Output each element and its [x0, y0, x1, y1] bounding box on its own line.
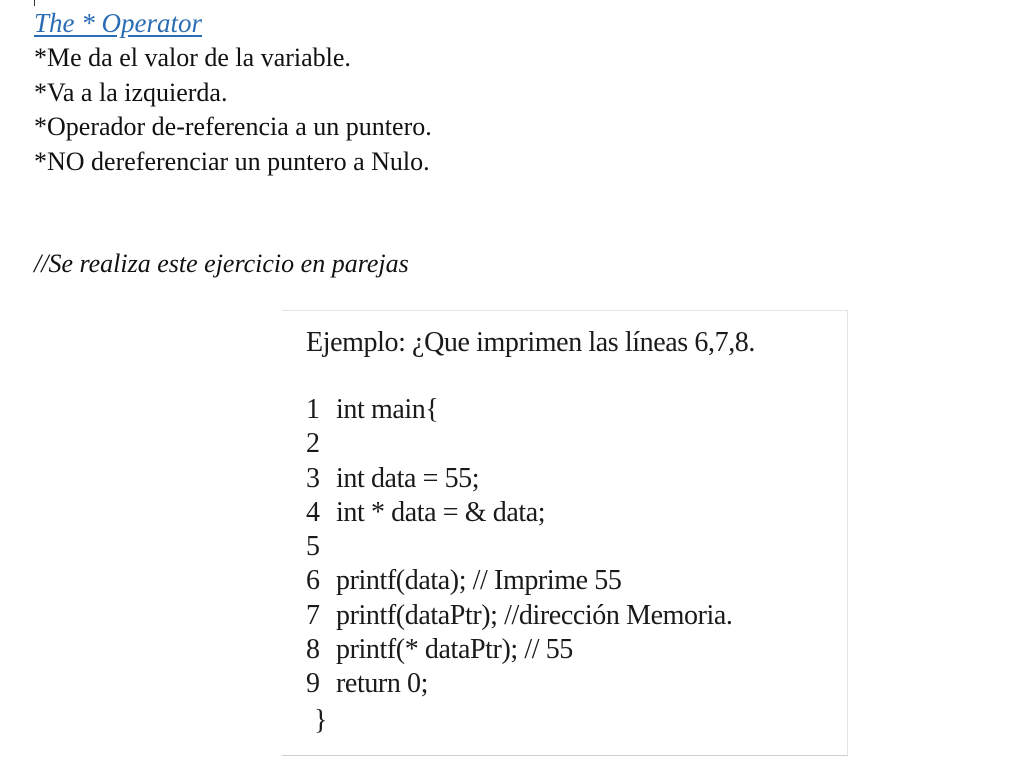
code-line — [306, 633, 733, 667]
code-line — [306, 427, 733, 461]
line-number: 4 — [306, 496, 320, 528]
code-text: int data = 55; — [336, 462, 480, 494]
line-number: 8 — [306, 634, 320, 666]
bullet-list — [34, 41, 432, 179]
code-text: return 0; — [336, 668, 429, 700]
code-text: int * data = & data; — [336, 496, 546, 528]
code-line — [306, 599, 733, 633]
code-listing — [306, 393, 733, 702]
bullet-item: *Me da el valor de la variable. — [34, 43, 351, 72]
exercise-note: //Se realiza este ejercicio en parejas — [34, 249, 409, 278]
closing-brace: } — [314, 705, 328, 736]
operator-heading-link[interactable]: The * Operator — [34, 8, 202, 38]
bullet-item: *Va a la izquierda. — [34, 77, 228, 107]
example-title: Ejemplo: ¿Que imprimen las líneas 6,7,8. — [306, 327, 756, 358]
line-number: 9 — [306, 668, 320, 700]
code-line — [306, 667, 733, 701]
code-line — [306, 462, 733, 496]
line-number: 3 — [306, 462, 320, 494]
bullet-item: *NO dereferenciar un puntero a Nulo. — [34, 146, 430, 176]
line-number: 1 — [306, 394, 320, 425]
code-text: printf(* dataPtr); // 55 — [336, 634, 573, 666]
code-line — [306, 496, 733, 530]
line-number: 6 — [306, 565, 320, 597]
code-example-image — [282, 310, 848, 756]
code-line — [306, 564, 733, 598]
code-line — [306, 393, 733, 427]
code-line — [306, 530, 733, 564]
line-number: 7 — [306, 599, 320, 631]
code-text: printf(dataPtr); //dirección Memoria. — [336, 599, 733, 631]
code-text: int main{ — [336, 394, 439, 425]
code-text: printf(data); // Imprime 55 — [336, 565, 622, 597]
line-number: 5 — [306, 531, 320, 563]
line-number: 2 — [306, 428, 320, 460]
bullet-item: *Operador de-referencia a un puntero. — [34, 112, 432, 141]
